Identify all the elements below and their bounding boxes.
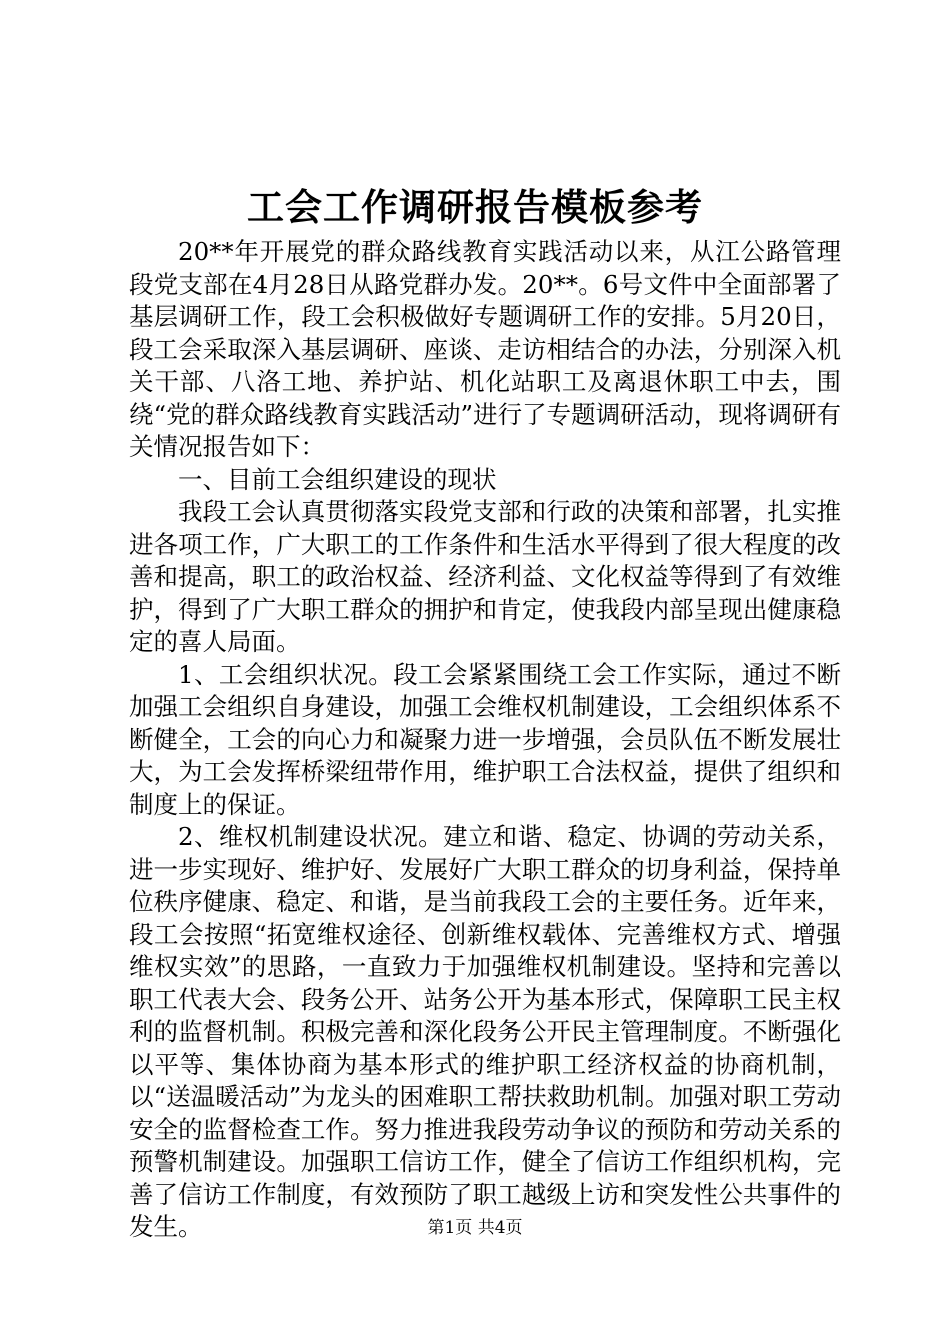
paragraph-organization: 1、工会组织状况。段工会紧紧围绕工会工作实际，通过不断加强工会组织自身建设，加强工会维权机制建设，工会组织体系不断健全，工会的向心力和凝聚力进一步增强，会员队伍不断发展壮大，为工会发挥桥梁纽带作用，维护职工合法权益，提供了组织和制度上的保证。 xyxy=(129,659,841,819)
document-title: 工会工作调研报告模板参考 xyxy=(247,185,703,229)
document-body xyxy=(129,236,841,1244)
paragraph-rights-mechanism: 2、维权机制建设状况。建立和谐、稳定、协调的劳动关系，进一步实现好、维护好、发展好广大职工群众的切身利益，保持单位秩序健康、稳定、和谐，是当前我段工会的主要任务。近年来，段工会按照“拓宽维权途径、创新维权载体、完善维权方式、增强维权实效”的思路，一直致力于加强维权机制建设。坚持和完善以职工代表大会、段务公开、站务公开为基本形式，保障职工民主权利的监督机制。积极完善和深化段务公开民主管理制度。不断强化以平等、集体协商为基本形式的维护职工经济权益的协商机制，以“送温暖活动”为龙头的困难职工帮扶救助机制。加强对职工劳动安全的监督检查工作。努力推进我段劳动争议的预防和劳动关系的预警机制建设。加强职工信访工作，健全了信访工作组织机构，完善了信访工作制度，有效预防了职工越级上访和突发性公共事件的发生。 xyxy=(129,822,841,1241)
section-heading-1: 一、目前工会组织建设的现状 xyxy=(178,464,497,494)
page-footer: 第1页 共4页 xyxy=(427,1218,523,1238)
paragraph-intro: 20**年开展党的群众路线教育实践活动以来，从江公路管理段党支部在4月28日从路党群办发。20**。6号文件中全面部署了基层调研工作，段工会积极做好专题调研工作的安排。5月20日，段工会采取深入基层调研、座谈、走访相结合的办法，分别深入机关干部、八洛工地、养护站、机化站职工及离退休职工中去，围绕“党的群众路线教育实践活动”进行了专题调研活动，现将调研有关情况报告如下： xyxy=(129,237,841,461)
paragraph-status: 我段工会认真贯彻落实段党支部和行政的决策和部署，扎实推进各项工作，广大职工的工作条件和生活水平得到了很大程度的改善和提高，职工的政治权益、经济利益、文化权益等得到了有效维护，得到了广大职工群众的拥护和肯定，使我段内部呈现出健康稳定的喜人局面。 xyxy=(129,497,841,656)
